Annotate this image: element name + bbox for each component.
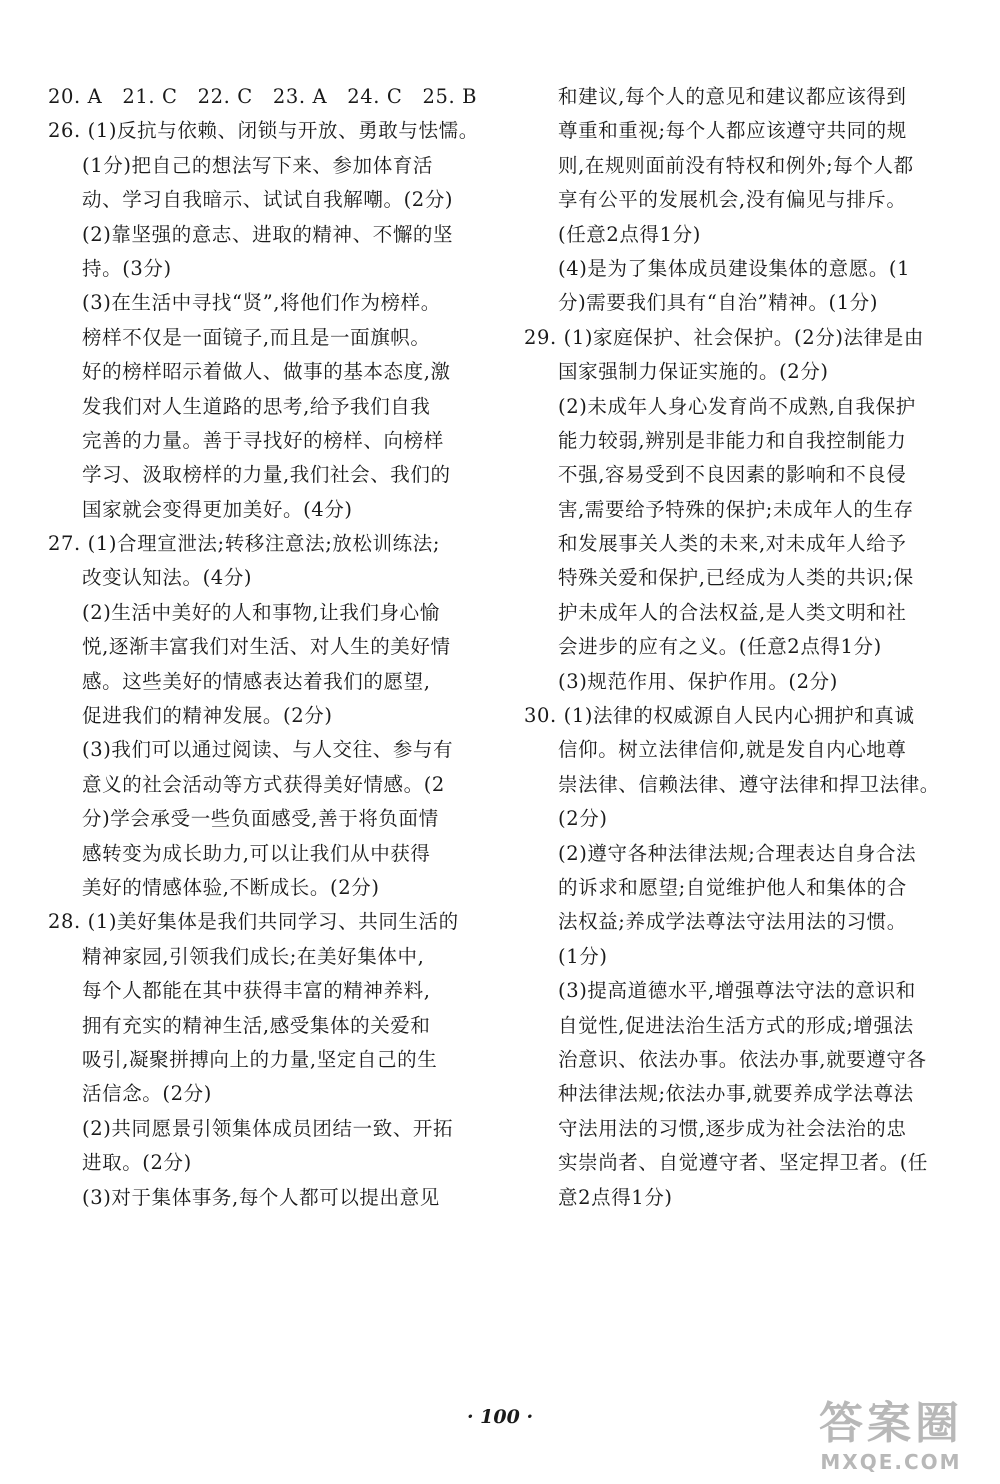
text-line: 的诉求和愿望;自觉维护他人和集体的合 [558, 875, 907, 899]
text-line: 和建议,每个人的意见和建议都应该得到 [558, 85, 907, 108]
text-line: 实崇尚者、自觉遵守者、坚定捍卫者。(任 [558, 1151, 929, 1175]
text-line: 拥有充实的精神生活,感受集体的关爱和 [82, 1013, 431, 1037]
text-line: 尊重和重视;每个人都应该遵守共同的规 [558, 119, 907, 143]
text-line: 和发展事关人类的未来,对未成年人给予 [558, 532, 907, 556]
text-line: 自觉性,促进法治生活方式的形成;增强法 [558, 1013, 914, 1037]
text-line: 法权益;养成学法尊法守法用法的习惯。 [558, 910, 907, 934]
text-line: 种法律法规;依法办事,就要养成学法尊法 [558, 1082, 914, 1106]
text-line: 20. A 21. C 22. C 23. A 24. C 25. B [48, 85, 478, 108]
text-line: 美好的情感体验,不断成长。(2分) [82, 875, 380, 899]
text-line: (1分) [558, 944, 608, 968]
text-line: 持。(3分) [82, 256, 172, 280]
text-line: 分)需要我们具有“自治”精神。(1分) [558, 291, 879, 315]
text-line: 国家强制力保证实施的。(2分) [558, 360, 829, 384]
watermark-main: 答案圈 [819, 1398, 963, 1449]
text-line: 28. (1)美好集体是我们共同学习、共同生活的 [48, 910, 459, 934]
text-line: (3)我们可以通过阅读、与人交往、参与有 [82, 738, 454, 762]
text-line: (3)提高道德水平,增强尊法守法的意识和 [558, 979, 916, 1003]
text-line: 害,需要给予特殊的保护;未成年人的生存 [558, 497, 914, 521]
text-line: 27. (1)合理宣泄法;转移注意法;放松训练法; [48, 532, 441, 556]
text-line: (4)是为了集体成员建设集体的意愿。(1 [558, 256, 911, 280]
text-line: 意2点得1分) [558, 1185, 673, 1209]
text-line: (3)在生活中寻找“贤”,将他们作为榜样。 [82, 291, 441, 315]
watermark-logo [796, 1398, 986, 1478]
text-line: (2)共同愿景引领集体成员团结一致、开拓 [82, 1116, 454, 1140]
text-line: 精神家园,引领我们成长;在美好集体中, [82, 944, 425, 968]
text-line: (3)规范作用、保护作用。(2分) [558, 669, 838, 693]
text-line: 30. (1)法律的权威源自人民内心拥护和真诚 [524, 704, 915, 728]
text-line: 分)学会承受一些负面感受,善于将负面情 [82, 807, 439, 831]
text-line: 享有公平的发展机会,没有偏见与排斥。 [558, 188, 907, 212]
text-line: (2)遵守各种法律法规;合理表达自身合法 [558, 841, 917, 865]
text-line: 意义的社会活动等方式获得美好情感。(2 [82, 772, 445, 796]
text-line: 则,在规则面前没有特权和例外;每个人都 [558, 153, 914, 177]
text-line: 治意识、依法办事。依法办事,就要遵守各 [558, 1047, 927, 1071]
text-line: 榜样不仅是一面镜子,而且是一面旗帜。 [82, 325, 431, 349]
text-line: 学习、汲取榜样的力量,我们社会、我们的 [82, 463, 451, 487]
text-line: 动、学习自我暗示、试试自我解嘲。(2分) [82, 188, 454, 212]
text-line: 促进我们的精神发展。(2分) [82, 704, 333, 728]
text-line: 好的榜样昭示着做人、做事的基本态度,激 [82, 360, 451, 384]
text-line: 感转变为成长助力,可以让我们从中获得 [82, 841, 431, 865]
text-line: 活信念。(2分) [82, 1082, 212, 1106]
text-line: (2)生活中美好的人和事物,让我们身心愉 [82, 600, 440, 624]
text-line: (3)对于集体事务,每个人都可以提出意见 [82, 1185, 440, 1209]
text-line: 守法用法的习惯,逐步成为社会法治的忠 [558, 1116, 907, 1140]
text-line: (1分)把自己的想法写下来、参加体育活 [82, 153, 434, 177]
text-line: 会进步的应有之义。(任意2点得1分) [558, 635, 882, 659]
text-line: 护未成年人的合法权益,是人类文明和社 [558, 600, 907, 624]
page-number: · 100 · [466, 1406, 534, 1428]
text-line: (2)未成年人身心发育尚不成熟,自我保护 [558, 394, 916, 418]
text-line: 吸引,凝聚拼搏向上的力量,坚定自己的生 [82, 1047, 438, 1071]
text-line: (任意2点得1分) [558, 222, 701, 246]
text-line: 发我们对人生道路的思考,给予我们自我 [82, 394, 431, 418]
text-line: 国家就会变得更加美好。(4分) [82, 497, 353, 521]
text-line: (2)靠坚强的意志、进取的精神、不懈的坚 [82, 222, 454, 246]
left-column [48, 80, 479, 1215]
text-line: 能力较弱,辨别是非能力和自我控制能力 [558, 428, 907, 452]
text-line: 特殊关爱和保护,已经成为人类的共识;保 [558, 566, 914, 590]
text-line: 完善的力量。善于寻找好的榜样、向榜样 [82, 428, 444, 452]
text-line: 进取。(2分) [82, 1151, 192, 1175]
text-line: 改变认知法。(4分) [82, 566, 253, 590]
right-column [524, 80, 940, 1215]
text-line: 不强,容易受到不良因素的影响和不良侵 [558, 463, 907, 487]
text-line: 感。这些美好的情感表达着我们的愿望, [82, 669, 431, 693]
text-line: 悦,逐渐丰富我们对生活、对人生的美好情 [82, 635, 451, 659]
text-line: (2分) [558, 807, 608, 831]
text-line: 每个人都能在其中获得丰富的精神养料, [82, 979, 431, 1003]
watermark-url: MXQE.COM [820, 1450, 962, 1474]
text-line: 26. (1)反抗与依赖、闭锁与开放、勇敢与怯懦。 [48, 119, 479, 143]
text-line: 信仰。树立法律信仰,就是发自内心地尊 [558, 738, 907, 762]
text-line: 29. (1)家庭保护、社会保护。(2分)法律是由 [524, 325, 924, 349]
text-line: 崇法律、信赖法律、遵守法律和捍卫法律。 [558, 772, 940, 796]
